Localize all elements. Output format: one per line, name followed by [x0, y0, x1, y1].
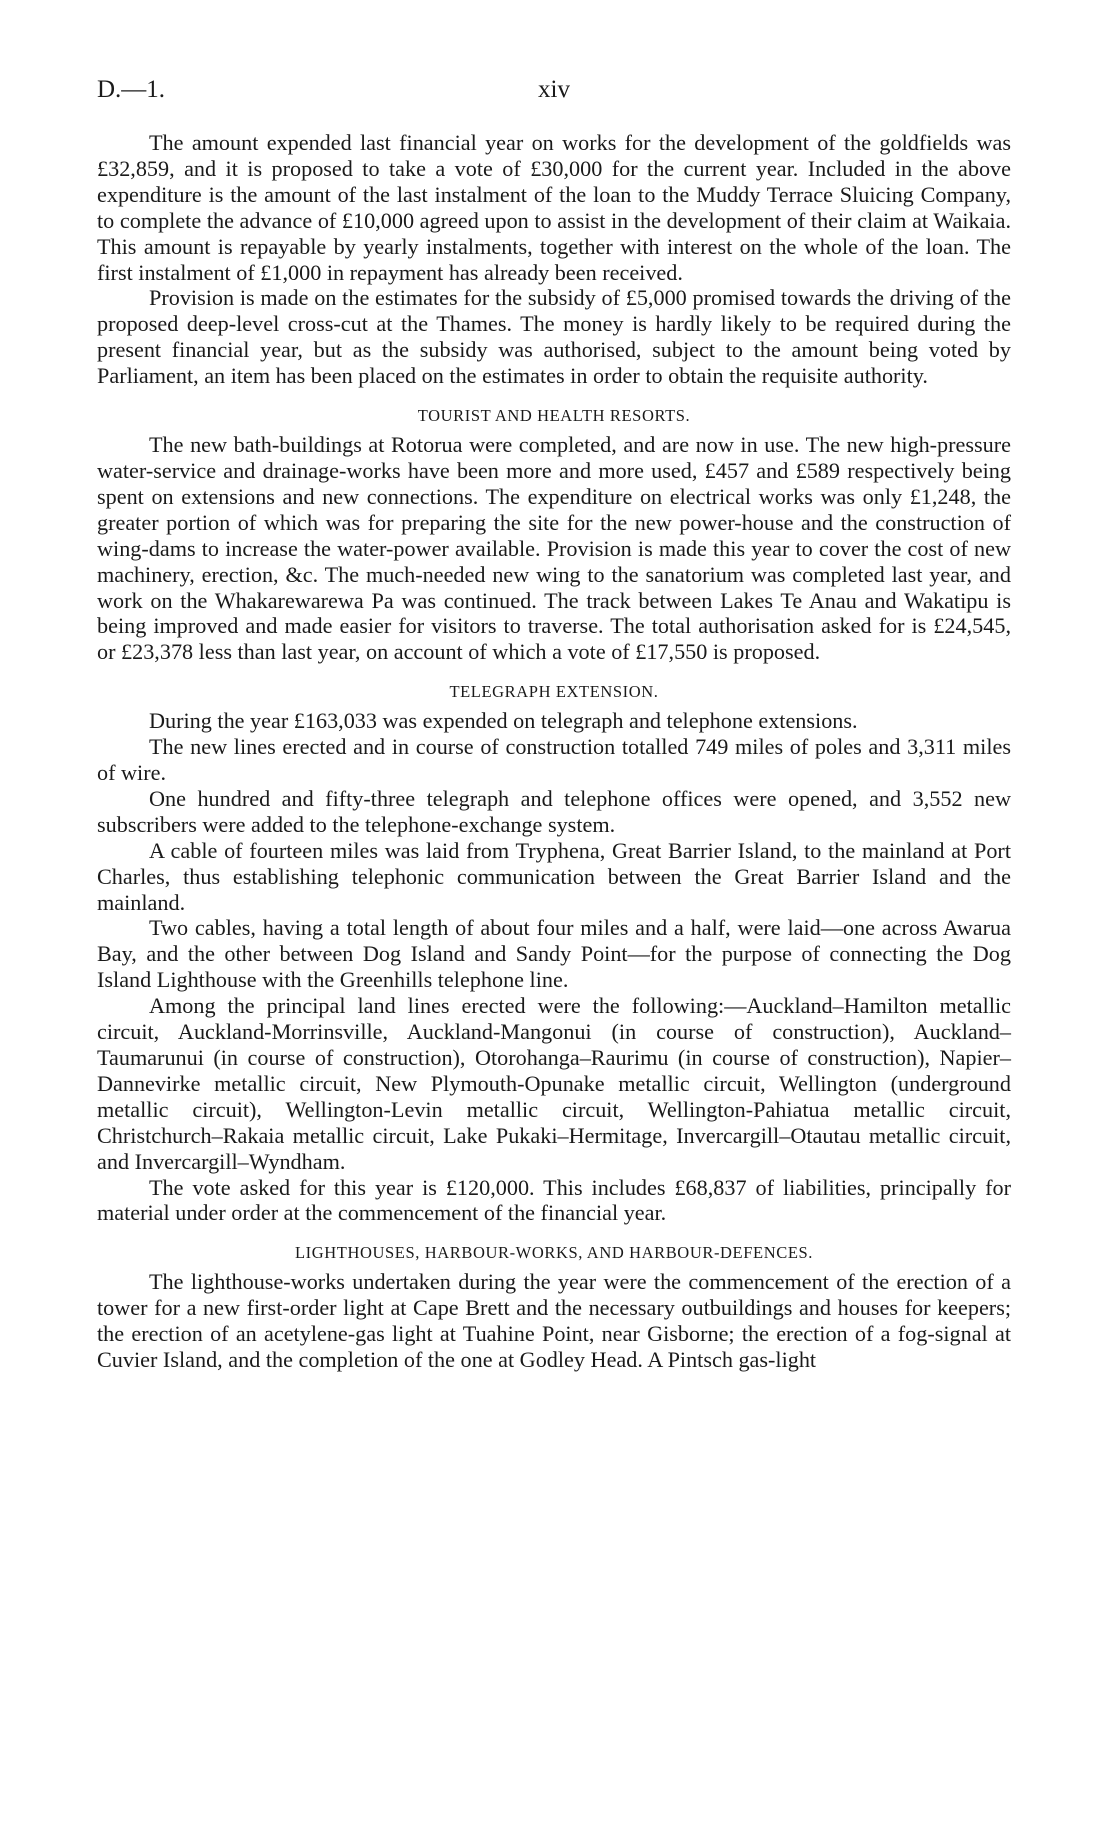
telegraph-paragraph-expenditure: During the year £163,033 was expended on telegraph and telephone extensions. — [149, 708, 858, 734]
thames-subsidy-paragraph: Provision is made on the estimates for the subsidy of £5,000 promised towards the driving of the proposed deep-level cross-cut at the Thames. The money is hardly likely to be required during the present financial year, but as the subsidy was authorised, subject to the amount being voted by Parliament, an item has been placed on the estimates in order to obtain the requisite authority. — [97, 285, 1011, 389]
telegraph-paragraph-barrier-cable: A cable of fourteen miles was laid from Tryphena, Great Barrier Island, to the mainland at Port Charles, thus establishing telephonic communication between the Great Barrier Island and the mainland. — [97, 837, 1011, 915]
lighthouses-paragraph: The lighthouse-works undertaken during the year were the commencement of the erection of a tower for a new first-order light at Cape Brett and the necessary outbuildings and houses for keepers; the erection of an acetylene-gas light at Tuahine Point, near Gisborne; the erection of a fog-signal at Cuvier Island, and the completion of the one at Godley Head. A Pintsch gas-light — [97, 1269, 1011, 1373]
page-content — [97, 130, 1011, 1373]
goldfields-paragraph: The amount expended last financial year on works for the development of the goldfields was £32,859, and it is proposed to take a vote of £30,000 for the current year. Included in the above expenditure is the amount of the last instalment of the loan to the Muddy Terrace Sluicing Company, to complete the advance of £10,000 agreed upon to assist in the development of their claim at Waikaia. This amount is repayable by yearly instalments, together with interest on the whole of the loan. The first instalment of £1,000 in repayment has already been received. — [97, 130, 1011, 285]
lighthouses-section-heading: LIGHTHOUSES, HARBOUR-WORKS, AND HARBOUR-DEFENCES. — [294, 1243, 813, 1263]
telegraph-section-heading: TELEGRAPH EXTENSION. — [449, 682, 659, 702]
page-number: xiv — [538, 76, 570, 103]
document-reference: D.—1. — [97, 76, 166, 103]
tourist-paragraph: The new bath-buildings at Rotorua were completed, and are now in use. The new high-pressure water-service and drainage-works have been more and more used, £457 and £589 respectively being spent on extensions and new connections. The expenditure on electrical works was only £1,248, the greater portion of which was for preparing the site for the new power-house and the construction of wing-dams to increase the water-power available. Provision is made this year to cover the cost of new machinery, erection, &c. The much-needed new wing to the sanatorium was completed last year, and work on the Whakarewarewa Pa was continued. The track between Lakes Te Anau and Wakatipu is being improved and made easier for visitors to traverse. The total authorisation asked for is £24,545, or £23,378 less than last year, on account of which a vote of £17,550 is proposed. — [97, 432, 1011, 665]
page-header — [97, 76, 1011, 108]
telegraph-paragraph-awarua-cables: Two cables, having a total length of about four miles and a half, were laid—one across Awarua Bay, and the other between Dog Island and Sandy Point—for the purpose of connecting the Dog Island Lighthouse with the Greenhills telephone line. — [97, 915, 1011, 993]
telegraph-paragraph-offices: One hundred and fifty-three telegraph and telephone offices were opened, and 3,552 new subscribers were added to the telephone-exchange system. — [97, 785, 1011, 837]
tourist-section-heading: TOURIST AND HEALTH RESORTS. — [417, 406, 691, 426]
telegraph-paragraph-vote: The vote asked for this year is £120,000. This includes £68,837 of liabilities, principally for material under order at the commencement of the financial year. — [97, 1174, 1011, 1226]
telegraph-paragraph-lines: The new lines erected and in course of construction totalled 749 miles of poles and 3,311 miles of wire. — [97, 734, 1011, 786]
telegraph-paragraph-land-lines: Among the principal land lines erected were the following:—Auckland–Hamilton metallic circuit, Auckland-Morrinsville, Auckland-Mangonui (in course of construction), Auckland–Taumarunui (in course of construction), Otorohanga–Raurimu (in course of construction), Napier–Dannevirke metallic circuit, New Plymouth-Opunake metallic circuit, Wellington (underground metallic circuit), Wellington-Levin metallic circuit, Wellington-Pahiatua metallic circuit, Christchurch–Rakaia metallic circuit, Lake Pukaki–Hermitage, Invercargill–Otautau metallic circuit, and Invercargill–Wyndham. — [97, 993, 1011, 1174]
